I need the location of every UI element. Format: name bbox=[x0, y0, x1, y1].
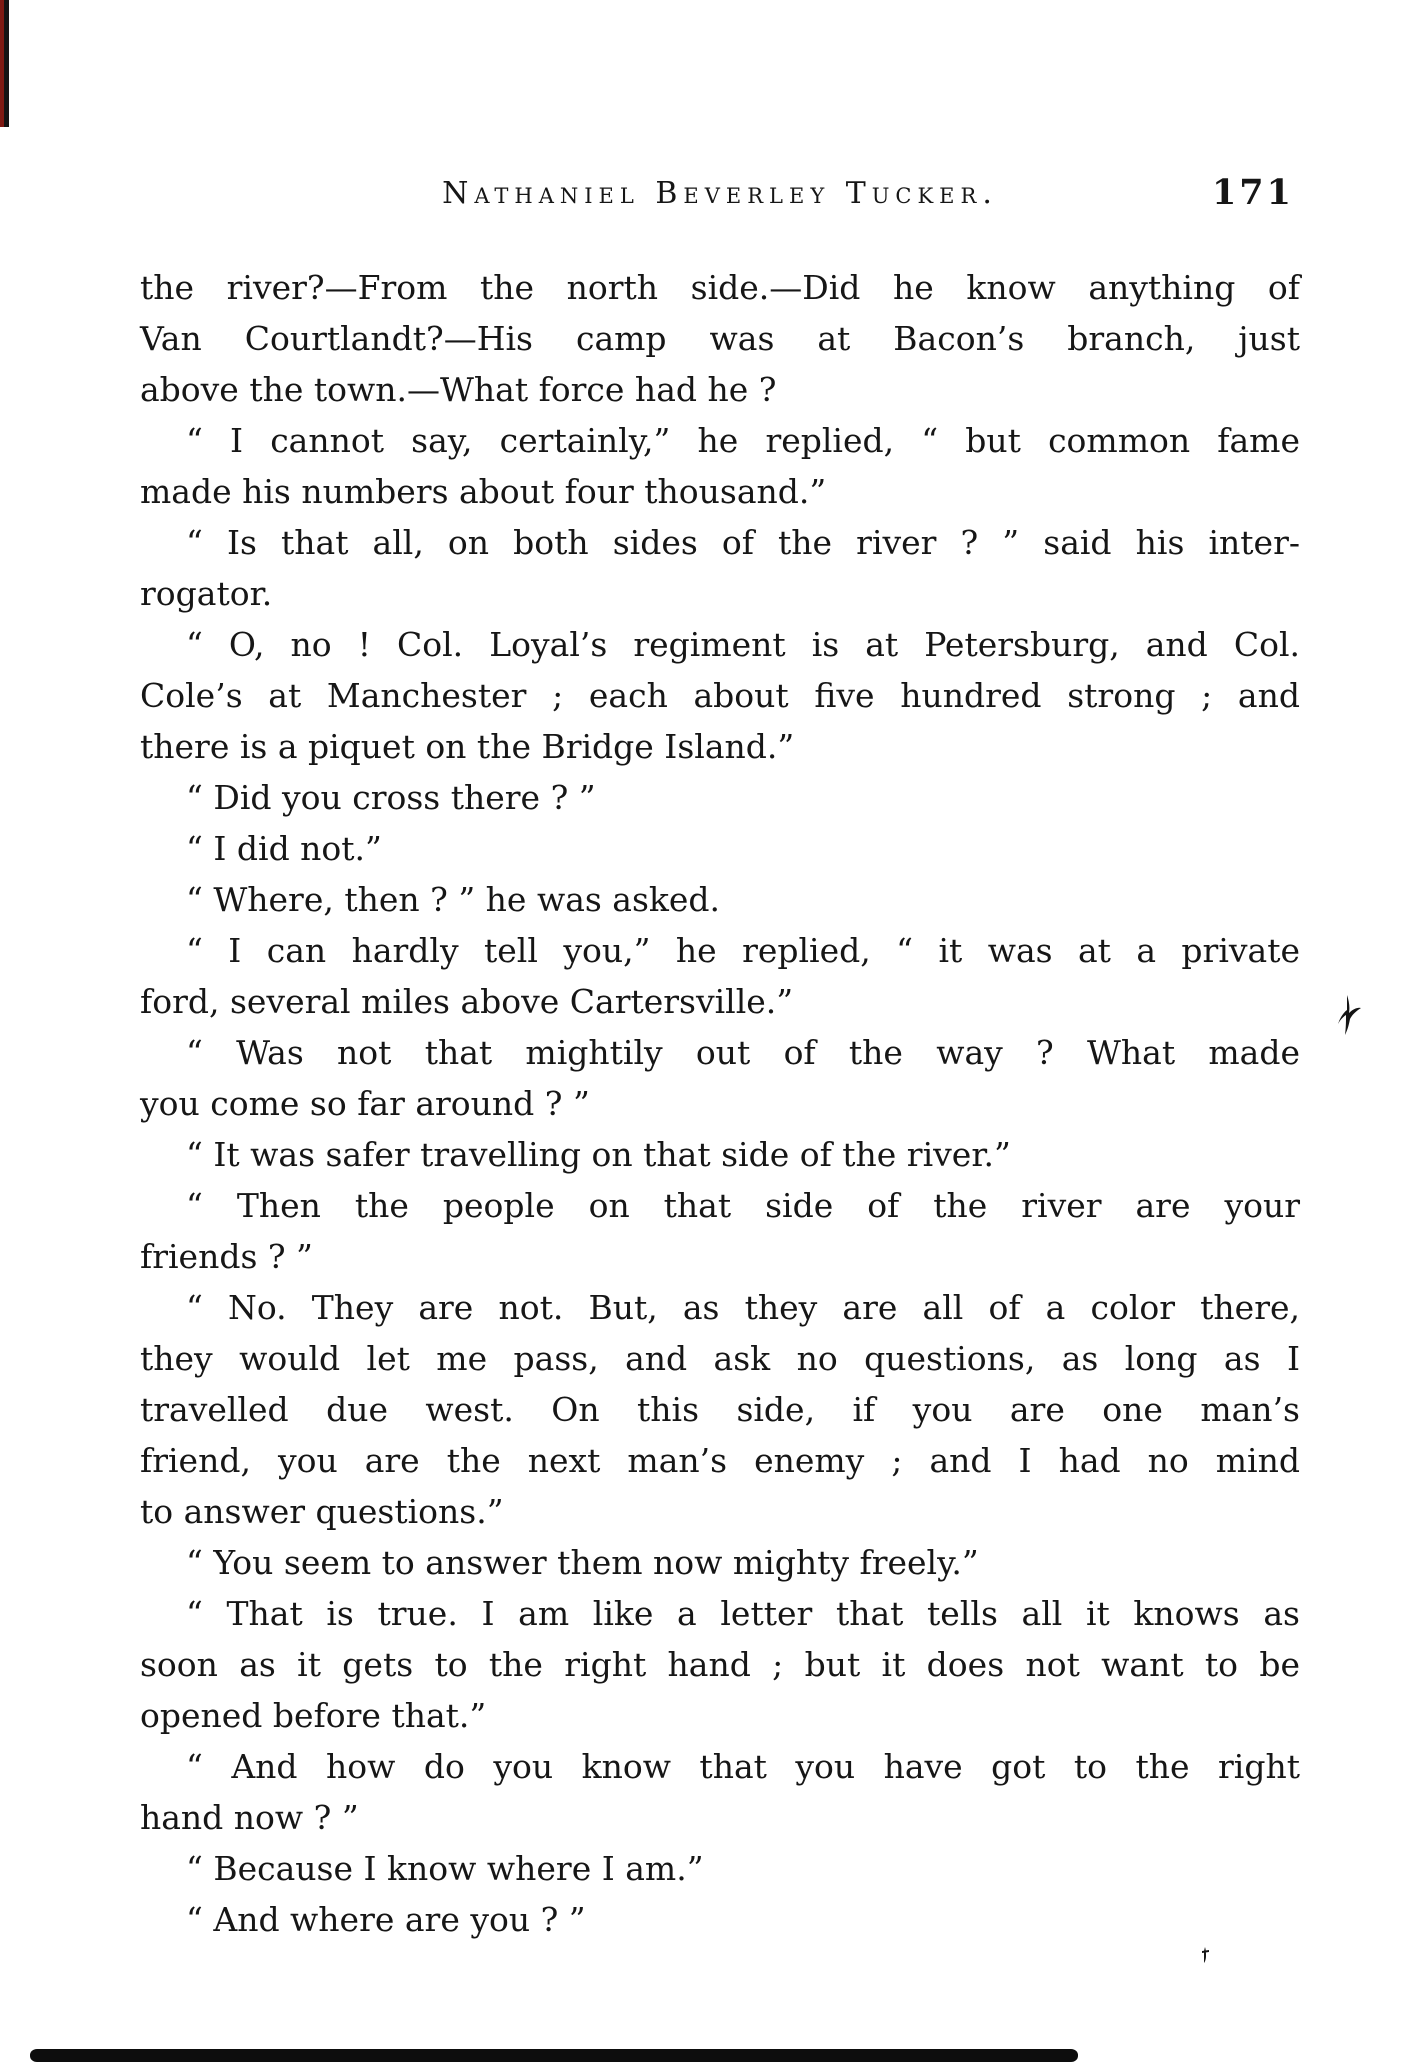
paragraph bbox=[140, 1129, 1300, 1180]
paragraph bbox=[140, 874, 1300, 925]
scan-edge-bottom-artifact bbox=[30, 2049, 1078, 2062]
scan-edge-artifact bbox=[0, 0, 9, 127]
text-line: “ It was safer travelling on that side of the river.” bbox=[186, 1135, 1011, 1174]
paragraph bbox=[140, 262, 1300, 415]
paragraph bbox=[140, 517, 1300, 619]
body-text bbox=[140, 262, 1300, 1945]
text-line: “ O, no ! Col. Loyal’s regiment is at Petersburg, and Col. bbox=[186, 625, 1300, 664]
running-header-title: Nathaniel Beverley Tucker. bbox=[442, 176, 998, 211]
ink-mark-right-margin bbox=[1337, 993, 1363, 1037]
text-line: “ I did not.” bbox=[186, 829, 382, 868]
text-line: friends ? ” bbox=[140, 1237, 313, 1276]
paragraph bbox=[140, 823, 1300, 874]
text-line: “ Where, then ? ” he was asked. bbox=[186, 880, 721, 919]
paragraph bbox=[140, 415, 1300, 517]
text-line: “ No. They are not. But, as they are all of a color there, bbox=[186, 1288, 1300, 1327]
paragraph bbox=[140, 925, 1300, 1027]
text-line: friend, you are the next man’s enemy ; and I had no mind bbox=[140, 1441, 1300, 1480]
text-line: the river?—From the north side.—Did he know anything of bbox=[140, 268, 1300, 307]
paragraph bbox=[140, 1741, 1300, 1843]
page-header bbox=[140, 172, 1300, 222]
text-line: “ I can hardly tell you,” he replied, “ it was at a private bbox=[186, 931, 1300, 970]
page-number: 171 bbox=[1211, 172, 1294, 213]
text-line: they would let me pass, and ask no questions, as long as I bbox=[140, 1339, 1300, 1378]
text-line: travelled due west. On this side, if you are one man’s bbox=[140, 1390, 1300, 1429]
text-line: “ You seem to answer them now mighty freely.” bbox=[186, 1543, 979, 1582]
text-line: “ I cannot say, certainly,” he replied, “ but common fame bbox=[186, 421, 1300, 460]
text-line: “ And where are you ? ” bbox=[186, 1900, 586, 1939]
text-line: “ Was not that mightily out of the way ? What made bbox=[186, 1033, 1300, 1072]
text-line: opened before that.” bbox=[140, 1696, 487, 1735]
text-line: “ Is that all, on both sides of the river ? ” said his inter- bbox=[186, 523, 1300, 562]
paragraph bbox=[140, 1894, 1300, 1945]
text-line: Cole’s at Manchester ; each about five hundred strong ; and bbox=[140, 676, 1300, 715]
paragraph bbox=[140, 1588, 1300, 1741]
text-line: “ Then the people on that side of the river are your bbox=[186, 1186, 1300, 1225]
text-line: rogator. bbox=[140, 574, 273, 613]
text-line: to answer questions.” bbox=[140, 1492, 504, 1531]
text-line: Van Courtlandt?—His camp was at Bacon’s branch, just bbox=[140, 319, 1300, 358]
text-line: soon as it gets to the right hand ; but it does not want to be bbox=[140, 1645, 1300, 1684]
text-line: “ That is true. I am like a letter that tells all it knows as bbox=[186, 1594, 1300, 1633]
text-line: there is a piquet on the Bridge Island.” bbox=[140, 727, 795, 766]
text-line: “ Because I know where I am.” bbox=[186, 1849, 704, 1888]
paragraph bbox=[140, 1180, 1300, 1282]
text-line: made his numbers about four thousand.” bbox=[140, 472, 827, 511]
text-line: “ Did you cross there ? ” bbox=[186, 778, 596, 817]
paragraph bbox=[140, 1027, 1300, 1129]
paragraph bbox=[140, 1843, 1300, 1894]
paragraph bbox=[140, 1537, 1300, 1588]
text-line: ford, several miles above Cartersville.” bbox=[140, 982, 794, 1021]
paragraph bbox=[140, 1282, 1300, 1537]
paragraph bbox=[140, 772, 1300, 823]
text-line: you come so far around ? ” bbox=[140, 1084, 590, 1123]
text-line: “ And how do you know that you have got to the right bbox=[186, 1747, 1300, 1786]
ink-speck-bottom-right bbox=[1200, 1946, 1212, 1964]
text-line: hand now ? ” bbox=[140, 1798, 359, 1837]
paragraph bbox=[140, 619, 1300, 772]
text-line: above the town.—What force had he ? bbox=[140, 370, 777, 409]
